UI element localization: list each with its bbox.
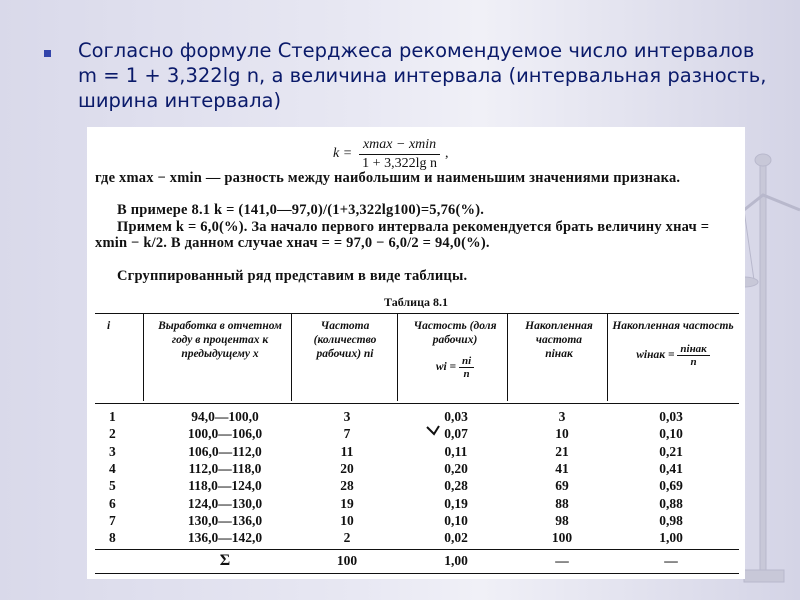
total-cum-relative: — [664, 553, 678, 568]
row-frequency: 28 [340, 478, 354, 494]
row-index: 8 [109, 530, 116, 546]
row-cum-frequency: 3 [558, 409, 566, 424]
row-interval: 118,0—124,0 [188, 478, 262, 494]
row-cum-relative: 0,10 [659, 426, 683, 442]
interval-formula [333, 133, 448, 175]
row-relative: 0,19 [444, 495, 468, 511]
total-frequency: 100 [336, 553, 358, 568]
header-cum-relative [611, 319, 735, 368]
formula-numerator: xmax − xmin [359, 137, 440, 155]
row-relative: 0,03 [444, 409, 468, 424]
formula-lhs: k = [333, 146, 353, 161]
row-cum-relative: 0,69 [659, 478, 683, 494]
row-cum-relative: 0,98 [659, 512, 683, 528]
pen-mark-icon [425, 422, 441, 438]
table-row [95, 496, 739, 511]
row-frequency: 19 [340, 495, 354, 511]
paragraph-start: Примем k = 6,0(%). За начало первого интервала рекомендуется брать величину xнач = xmin − k/2. В данном случае xнач = = 97,0 − 6,0/2 = 94,0(%). [95, 219, 710, 251]
table-row [95, 444, 739, 459]
formula-w-num: ni [459, 355, 474, 368]
table-row [95, 478, 739, 493]
formula-wn-den: n [690, 356, 697, 368]
row-interval: 124,0—130,0 [187, 495, 263, 511]
paragraph-grouped: Сгруппированный ряд представим в виде таблицы. [117, 268, 468, 284]
table-bottom-rule [95, 573, 739, 574]
paragraph-definition: где xmax − xmin — разность между наибольшим и наименьшим значениями признака. [95, 170, 681, 186]
row-interval: 130,0—136,0 [187, 512, 263, 528]
slide-bullet-text: Согласно формуле Стерджеса рекомендуемое число интервалов m = 1 + 3,322lg n, а величина интервала (интервальная разность, ширина интервала) [78, 39, 767, 112]
row-interval: 106,0—112,0 [188, 443, 262, 459]
table-caption: Таблица 8.1 [384, 295, 448, 309]
row-interval: 112,0—118,0 [188, 460, 262, 476]
row-index: 6 [109, 495, 116, 511]
row-index: 5 [109, 478, 116, 494]
col-divider [607, 313, 608, 401]
row-interval: 136,0—142,0 [187, 530, 263, 546]
table-row [95, 409, 739, 424]
row-cum-frequency: 21 [555, 443, 569, 459]
header-relative-frequency [405, 319, 505, 380]
row-relative: 0,10 [444, 512, 468, 528]
formula-denominator: 1 + 3,322lg n [362, 155, 437, 171]
row-relative: 0,20 [444, 460, 468, 476]
bullet-marker [44, 50, 51, 57]
row-frequency: 11 [340, 443, 354, 459]
row-frequency: 7 [343, 426, 351, 442]
col-divider [397, 313, 398, 401]
row-cum-frequency: 10 [555, 426, 569, 442]
table-sum-rule [95, 549, 739, 550]
col-divider [291, 313, 292, 401]
header-relative-frequency-label: Частость (доля рабочих) [413, 320, 497, 346]
header-output: Выработка в отчетном году в процентах к предыдущему x [158, 320, 282, 360]
row-relative: 0,02 [444, 530, 468, 546]
total-relative: 1,00 [444, 553, 468, 568]
header-cum-relative-label: Накопленная частость [612, 320, 734, 332]
row-cum-frequency: 98 [555, 512, 569, 528]
header-cum-relative-formula [611, 343, 735, 368]
table-row [95, 461, 739, 476]
table-header-rule [95, 403, 739, 404]
formula-w-den: n [463, 368, 470, 380]
table-row [95, 530, 739, 545]
row-frequency: 10 [340, 512, 354, 528]
row-cum-frequency: 100 [551, 530, 573, 546]
formula-w-lhs: wi = [435, 361, 457, 374]
header-i: i [107, 320, 111, 332]
table-total-row [95, 553, 739, 568]
row-relative: 0,07 [444, 426, 468, 442]
table-top-rule [95, 313, 739, 314]
col-divider [507, 313, 508, 401]
table-row [95, 426, 739, 441]
header-cum-frequency [511, 319, 607, 361]
formula-fraction [358, 137, 441, 172]
row-cum-frequency: 88 [555, 495, 569, 511]
row-index: 3 [109, 443, 116, 459]
row-cum-relative: 0,41 [659, 460, 683, 476]
header-cum-frequency-sym: niнак [545, 348, 573, 360]
row-relative: 0,28 [444, 478, 468, 494]
row-frequency: 20 [340, 460, 354, 476]
row-cum-frequency: 41 [555, 460, 569, 476]
header-cum-frequency-label: Накопленная частота [525, 320, 593, 346]
header-relative-frequency-formula [405, 355, 505, 380]
col-divider [143, 313, 144, 401]
formula-wn-fraction [677, 343, 709, 368]
total-sigma: Σ [219, 552, 231, 569]
row-cum-relative: 0,03 [659, 409, 683, 424]
table-row [95, 513, 739, 528]
formula-w-fraction [459, 355, 474, 380]
scanned-textbook-page [87, 127, 745, 579]
row-relative: 0,11 [444, 443, 468, 459]
row-cum-relative: 1,00 [659, 530, 683, 546]
row-index: 1 [109, 409, 116, 424]
row-cum-relative: 0,21 [659, 443, 683, 459]
formula-wn-lhs: wiнак = [636, 349, 675, 362]
paragraph-example: В примере 8.1 k = (141,0—97,0)/(1+3,322lg100)=5,76(%). [117, 202, 485, 218]
row-interval: 100,0—106,0 [187, 426, 263, 442]
row-frequency: 2 [343, 530, 351, 546]
header-frequency: Частота (количество рабочих) ni [313, 320, 377, 360]
formula-comma: , [444, 146, 449, 161]
row-frequency: 3 [343, 409, 351, 424]
row-index: 4 [109, 460, 116, 476]
row-index: 2 [109, 426, 116, 442]
row-cum-frequency: 69 [555, 478, 569, 494]
formula-wn-num: niнак [677, 343, 709, 356]
row-cum-relative: 0,88 [659, 495, 683, 511]
total-cum-frequency: — [555, 553, 569, 568]
row-interval: 94,0—100,0 [191, 409, 259, 424]
row-index: 7 [109, 512, 116, 528]
